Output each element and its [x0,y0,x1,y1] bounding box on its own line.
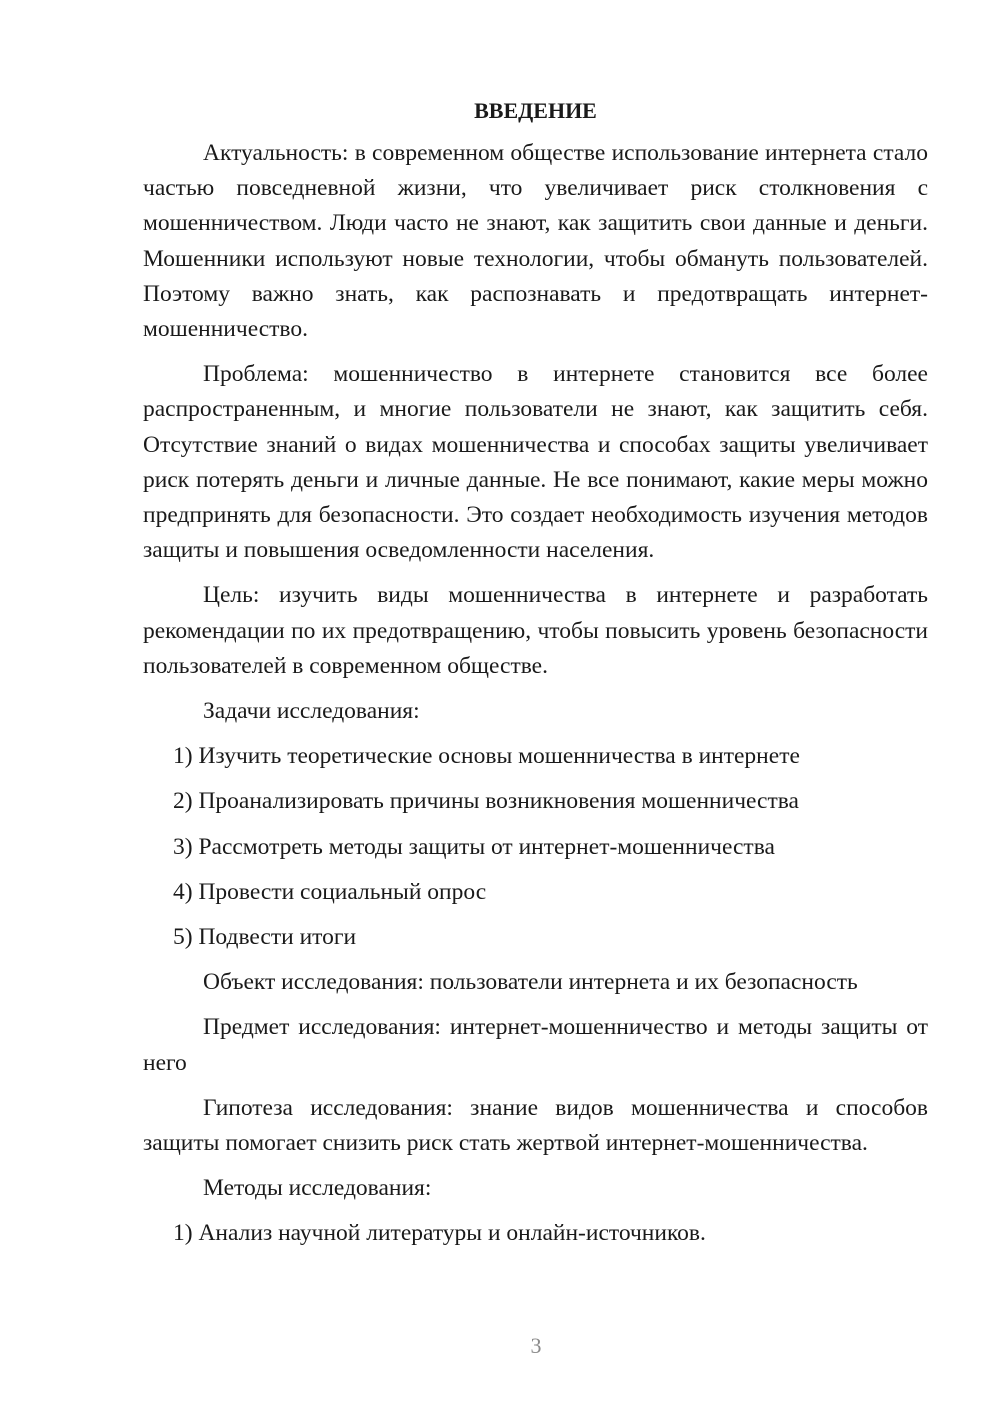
tasks-title: Задачи исследования: [203,698,420,725]
research-subject: Предмет исследования: интернет-мошенничество и методы защиты от него [143,1014,928,1076]
section-heading: ВВЕДЕНИЕ [474,98,597,123]
page-number: 3 [530,1333,542,1358]
task-item: 3) Рассмотреть методы защиты от интернет-мошенничества [173,833,775,860]
research-object: Объект исследования: пользователи интернета и их безопасность [203,969,858,996]
task-item: 4) Провести социальный опрос [173,878,487,905]
goal-paragraph: Цель: изучить виды мошенничества в интернете и разработать рекомендации по их предотвращению, чтобы повысить уровень безопасности пользователей в современном обществе. [143,582,928,679]
problem-paragraph: Проблема: мошенничество в интернете становится все более распространенным, и многие пользователи не знают, как защитить себя. Отсутствие знаний о видах мошенничества и способах защиты увеличивает риск потерять деньги и личные данные. Не все понимают, какие меры можно предпринять для безопасности. Это создает необходимость изучения методов защиты и повышения осведомленности населения. [143,361,928,564]
methods-title: Методы исследования: [203,1175,432,1202]
method-item: 1) Анализ научной литературы и онлайн-источников. [173,1220,706,1247]
document-page [143,95,928,1262]
task-item: 2) Проанализировать причины возникновения мошенничества [173,788,799,815]
task-item: 1) Изучить теоретические основы мошенничества в интернете [173,743,800,770]
research-hypothesis: Гипотеза исследования: знание видов мошенничества и способов защиты помогает снизить риск стать жертвой интернет-мошенничества. [143,1094,928,1157]
task-item: 5) Подвести итоги [173,924,357,951]
relevance-paragraph: Актуальность: в современном обществе использование интернета стало частью повседневной жизни, что увеличивает риск столкновения с мошенничеством. Люди часто не знают, как защитить свои данные и деньги. Мошенники используют новые технологии, чтобы обмануть пользователей. Поэтому важно знать, как распознавать и предотвращать интернет-мошенничество. [143,140,928,343]
